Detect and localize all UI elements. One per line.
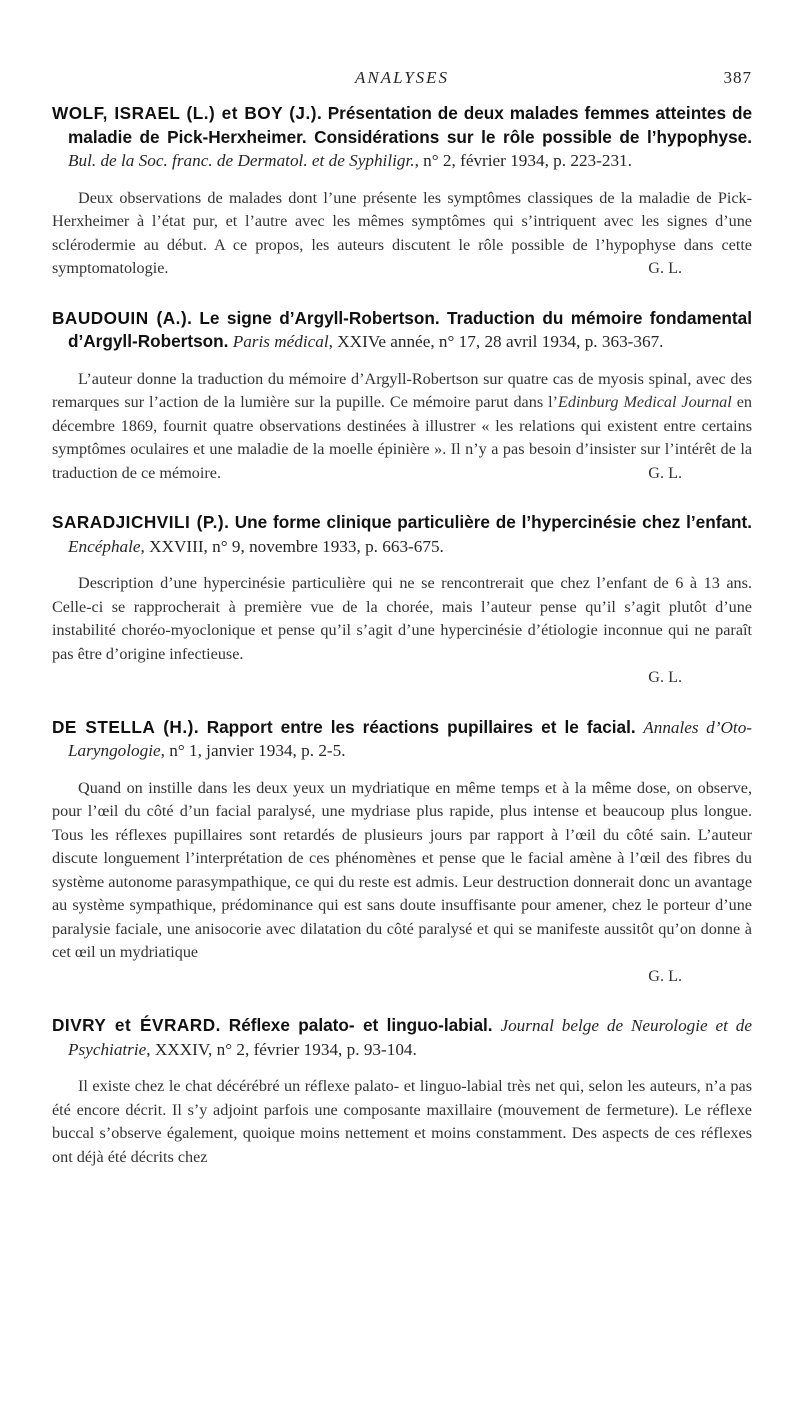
entry-heading (52, 102, 752, 173)
entry-source-journal: Encéphale (68, 536, 141, 556)
entry-abstract-cited-journal: Edinburg Medical Journal (557, 393, 732, 411)
entry-source-details: , XXXIV, n° 2, février 1934, p. 93-104. (146, 1039, 417, 1059)
entry-heading (52, 716, 752, 763)
entry-abstract (52, 572, 752, 690)
entry-source-journal: Bul. de la Soc. franc. de Dermatol. et de Syphiligr. (68, 151, 415, 170)
running-head (52, 62, 752, 92)
entry-title: Présentation de deux malades femmes atteintes de maladie de Pick-Herxheimer. Considérations sur le rôle possible de l’hypophyse. (68, 103, 753, 147)
page-number: 387 (723, 68, 752, 87)
abstract-entry (52, 1014, 752, 1169)
running-title: ANALYSES (354, 68, 450, 87)
abstract-entry (52, 716, 752, 989)
entry-signature: G. L. (648, 966, 682, 985)
journal-page (52, 62, 752, 1169)
entry-author: DE STELLA (H.). (52, 716, 200, 737)
entry-title: Le signe d’Argyll-Robertson. Traduction du mémoire fondamental d’Argyll-Robertson. (68, 307, 752, 351)
entry-title: Rapport entre les réactions pupillaires et le facial. (206, 716, 636, 737)
abstract-entry (52, 307, 752, 486)
entry-author: WOLF, ISRAEL (L.) et BOY (J.). (52, 103, 323, 123)
entry-source-journal: Annales d’Oto-Laryngologie (68, 717, 753, 760)
entry-heading (52, 511, 752, 558)
entry-signature: G. L. (648, 668, 682, 686)
entry-source-journal: Journal belge de Neurologie et de Psychiatrie (68, 1016, 753, 1059)
entry-heading (52, 1014, 752, 1061)
entry-abstract-text: Description d’une hypercinésie particulière qui ne se rencontrerait que chez l’enfant de 6 à 13 ans. Celle-ci se rapprocherait à première vue de la chorée, mais l’auteur pense qu’il s’agit plutôt d’une instabilité choréo-myoclonique et pense qu’il s’agit d’une hypercinésie d’étiologie inconnue qui ne paraît pas être d’origine infectieuse. (52, 574, 752, 663)
entry-abstract-text: L’auteur donne la traduction du mémoire d’Argyll-Robertson sur quatre cas de myosis spinal, avec des remarques sur l’action de la lumière sur la pupille. Ce mémoire parut dans l’ (52, 369, 752, 411)
entry-abstract-text: Quand on instille dans les deux yeux un mydriatique en même temps et à la même dose, on observe, pour l’œil du côté d’un facial paralysé, une mydriase plus rapide, plus intense et beaucoup plus longue. Tous les réflexes pupillaires sont retardés de plusieurs jours par rapport à l’œil du côté sain. L’auteur discute longuement l’interprétation de ces phénomènes et pense que le facial amène à l’œil des fibres du système autonome parasympathique, ce qui du reste est admis. Leur destruction donnerait donc un avantage au système sympathique, prédominance qui est sans doute insuffisante pour amener, chez le porteur d’une paralysie faciale, une anisocorie avec dilatation du côté paralysé et qui se manifeste aussitôt qu’on donne à cet œil un mydriatique (52, 778, 752, 961)
entry-source-details: , XXIVe année, n° 17, 28 avril 1934, p. 363-367. (328, 332, 664, 351)
entry-abstract-text: Il existe chez le chat décérébré un réflexe palato- et linguo-labial très net qui, selon les auteurs, n’a pas été encore décrit. Il s’y adjoint parfois une composante maxillaire (mouvement de fermeture). Le réflexe buccal s’observe également, quoique moins nettement et moins constamment. Des aspects de ces réflexes ont déjà été décrits chez (52, 1077, 752, 1166)
entry-signature: G. L. (648, 463, 682, 482)
entry-abstract (52, 777, 752, 989)
entry-source-details: , XXVIII, n° 9, novembre 1933, p. 663-675. (140, 536, 444, 556)
entry-source-journal: Paris médical (232, 332, 329, 351)
abstract-entry (52, 511, 752, 690)
entry-abstract (52, 187, 752, 281)
entry-title: Réflexe palato- et linguo-labial. (228, 1015, 493, 1035)
entry-signature: G. L. (648, 259, 682, 277)
entry-abstract-text: en décembre 1869, fournit quatre observations destinées à illustrer « les relations qui existent entre certains symptômes oculaires et une maladie de la moelle épinière ». Il n’y a pas besoin d’insister sur l’intérêt de la traduction de ce mémoire. (52, 393, 752, 482)
entry-abstract (52, 368, 752, 486)
entry-source-details: , n° 1, janvier 1934, p. 2-5. (160, 741, 346, 760)
entry-source-details: , n° 2, février 1934, p. 223-231. (414, 151, 632, 170)
entry-abstract-text: Deux observations de malades dont l’une présente les symptômes classiques de la maladie de Pick-Herxheimer à l’état pur, et l’autre avec les mêmes symptômes qui s’intriquent avec les signes d’une sclérodermie au début. A ce propos, les auteurs discutent le rôle possible de l’hypophyse dans cette symptomatologie. (52, 188, 752, 277)
abstract-entry (52, 102, 752, 281)
entry-author: BAUDOUIN (A.). (52, 307, 193, 328)
entry-author: SARADJICHVILI (P.). (52, 512, 230, 532)
entry-title: Une forme clinique particulière de l’hypercinésie chez l’enfant. (234, 512, 752, 532)
entry-author: DIVRY et ÉVRARD. (52, 1015, 221, 1035)
entry-heading (52, 307, 752, 354)
entry-abstract (52, 1075, 752, 1169)
